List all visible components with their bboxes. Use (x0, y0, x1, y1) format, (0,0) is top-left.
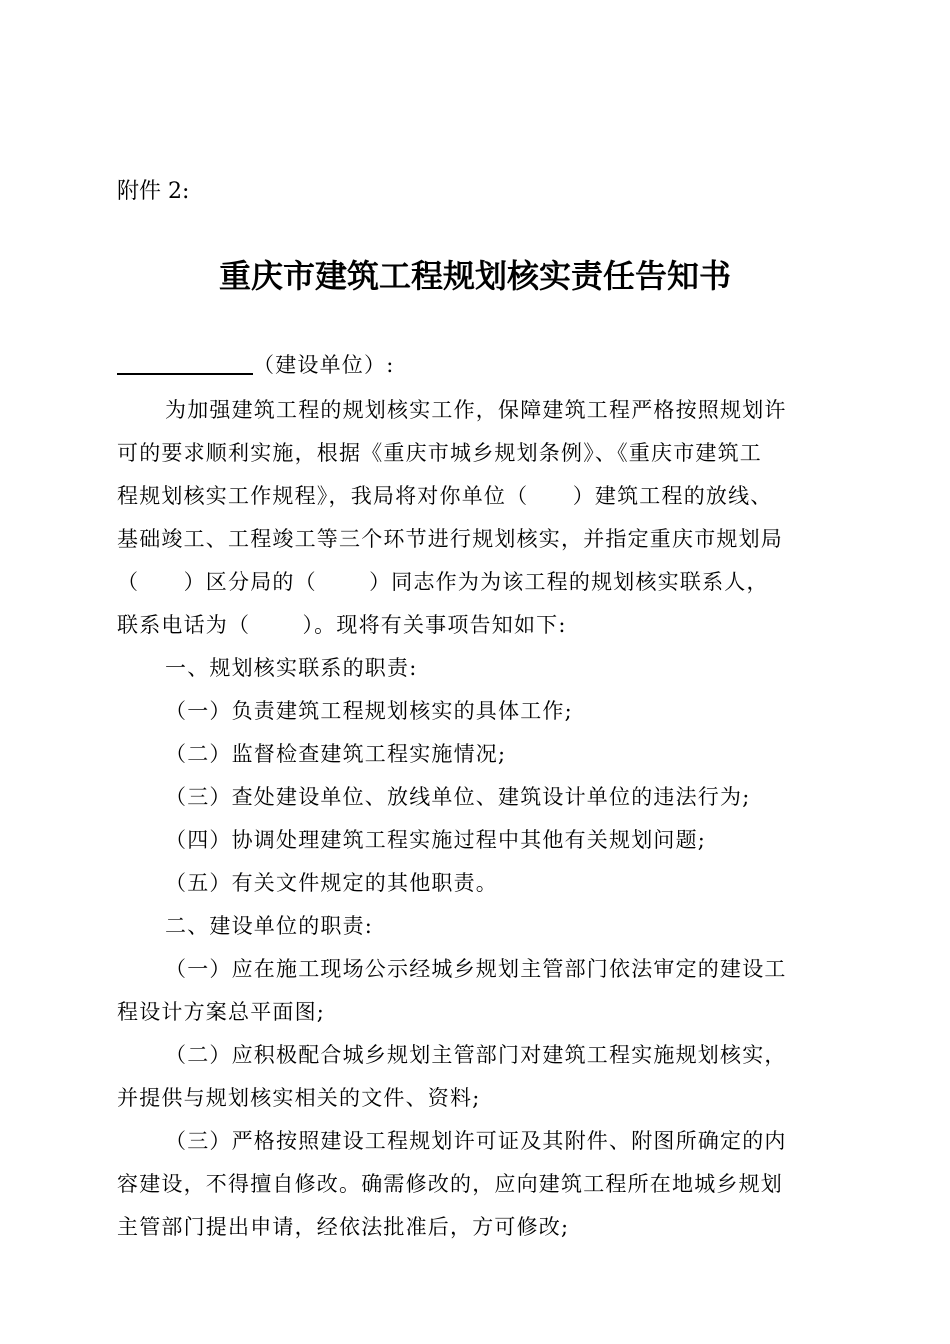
list-item-continuation: 并提供与规划核实相关的文件、资料; (117, 1086, 481, 1110)
list-item: （二）应积极配合城乡规划主管部门对建筑工程实施规划核实， (165, 1043, 787, 1067)
list-item: （三）严格按照建设工程规划许可证及其附件、附图所确定的内 (165, 1129, 787, 1153)
document-title: 重庆市建筑工程规划核实责任告知书 (218, 257, 731, 295)
addressee-line (117, 350, 394, 380)
list-item: （一）应在施工现场公示经城乡规划主管部门依法审定的建设工 (165, 957, 787, 981)
attachment-label: 附件 2: (117, 179, 190, 204)
list-item-continuation: 程设计方案总平面图; (117, 1000, 326, 1024)
list-item: （二）监督检查建筑工程实施情况; (165, 742, 507, 766)
list-item: （四）协调处理建筑工程实施过程中其他有关规划问题; (165, 828, 707, 852)
paragraph-line: （ ）区分局的（ ）同志作为为该工程的规划核实联系人， (117, 570, 769, 594)
list-item: （一）负责建筑工程规划核实的具体工作; (165, 699, 573, 723)
list-item-continuation: 容建设，不得擅自修改。确需修改的，应向建筑工程所在地城乡规划 (117, 1172, 783, 1196)
list-item-continuation: 主管部门提出申请，经依法批准后，方可修改; (117, 1215, 570, 1239)
section-heading: 二、建设单位的职责: (165, 914, 374, 938)
list-item: （三）查处建设单位、放线单位、建筑设计单位的违法行为; (165, 785, 751, 809)
paragraph-line: 基础竣工、工程竣工等三个环节进行规划核实，并指定重庆市规划局 (117, 527, 783, 551)
paragraph-line: 联系电话为（ ）。现将有关事项告知如下: (117, 613, 567, 637)
addressee-suffix: （建设单位）: (253, 353, 395, 377)
paragraph-line: 程规划核实工作规程》，我局将对你单位（ ）建筑工程的放线、 (117, 484, 773, 508)
paragraph-line: 为加强建筑工程的规划核实工作，保障建筑工程严格按照规划许 (165, 398, 787, 422)
addressee-blank (117, 351, 253, 375)
paragraph-line: 可的要求顺利实施，根据《重庆市城乡规划条例》、《重庆市建筑工 (117, 441, 762, 465)
section-heading: 一、规划核实联系的职责: (165, 656, 418, 680)
list-item: （五）有关文件规定的其他职责。 (165, 871, 498, 895)
